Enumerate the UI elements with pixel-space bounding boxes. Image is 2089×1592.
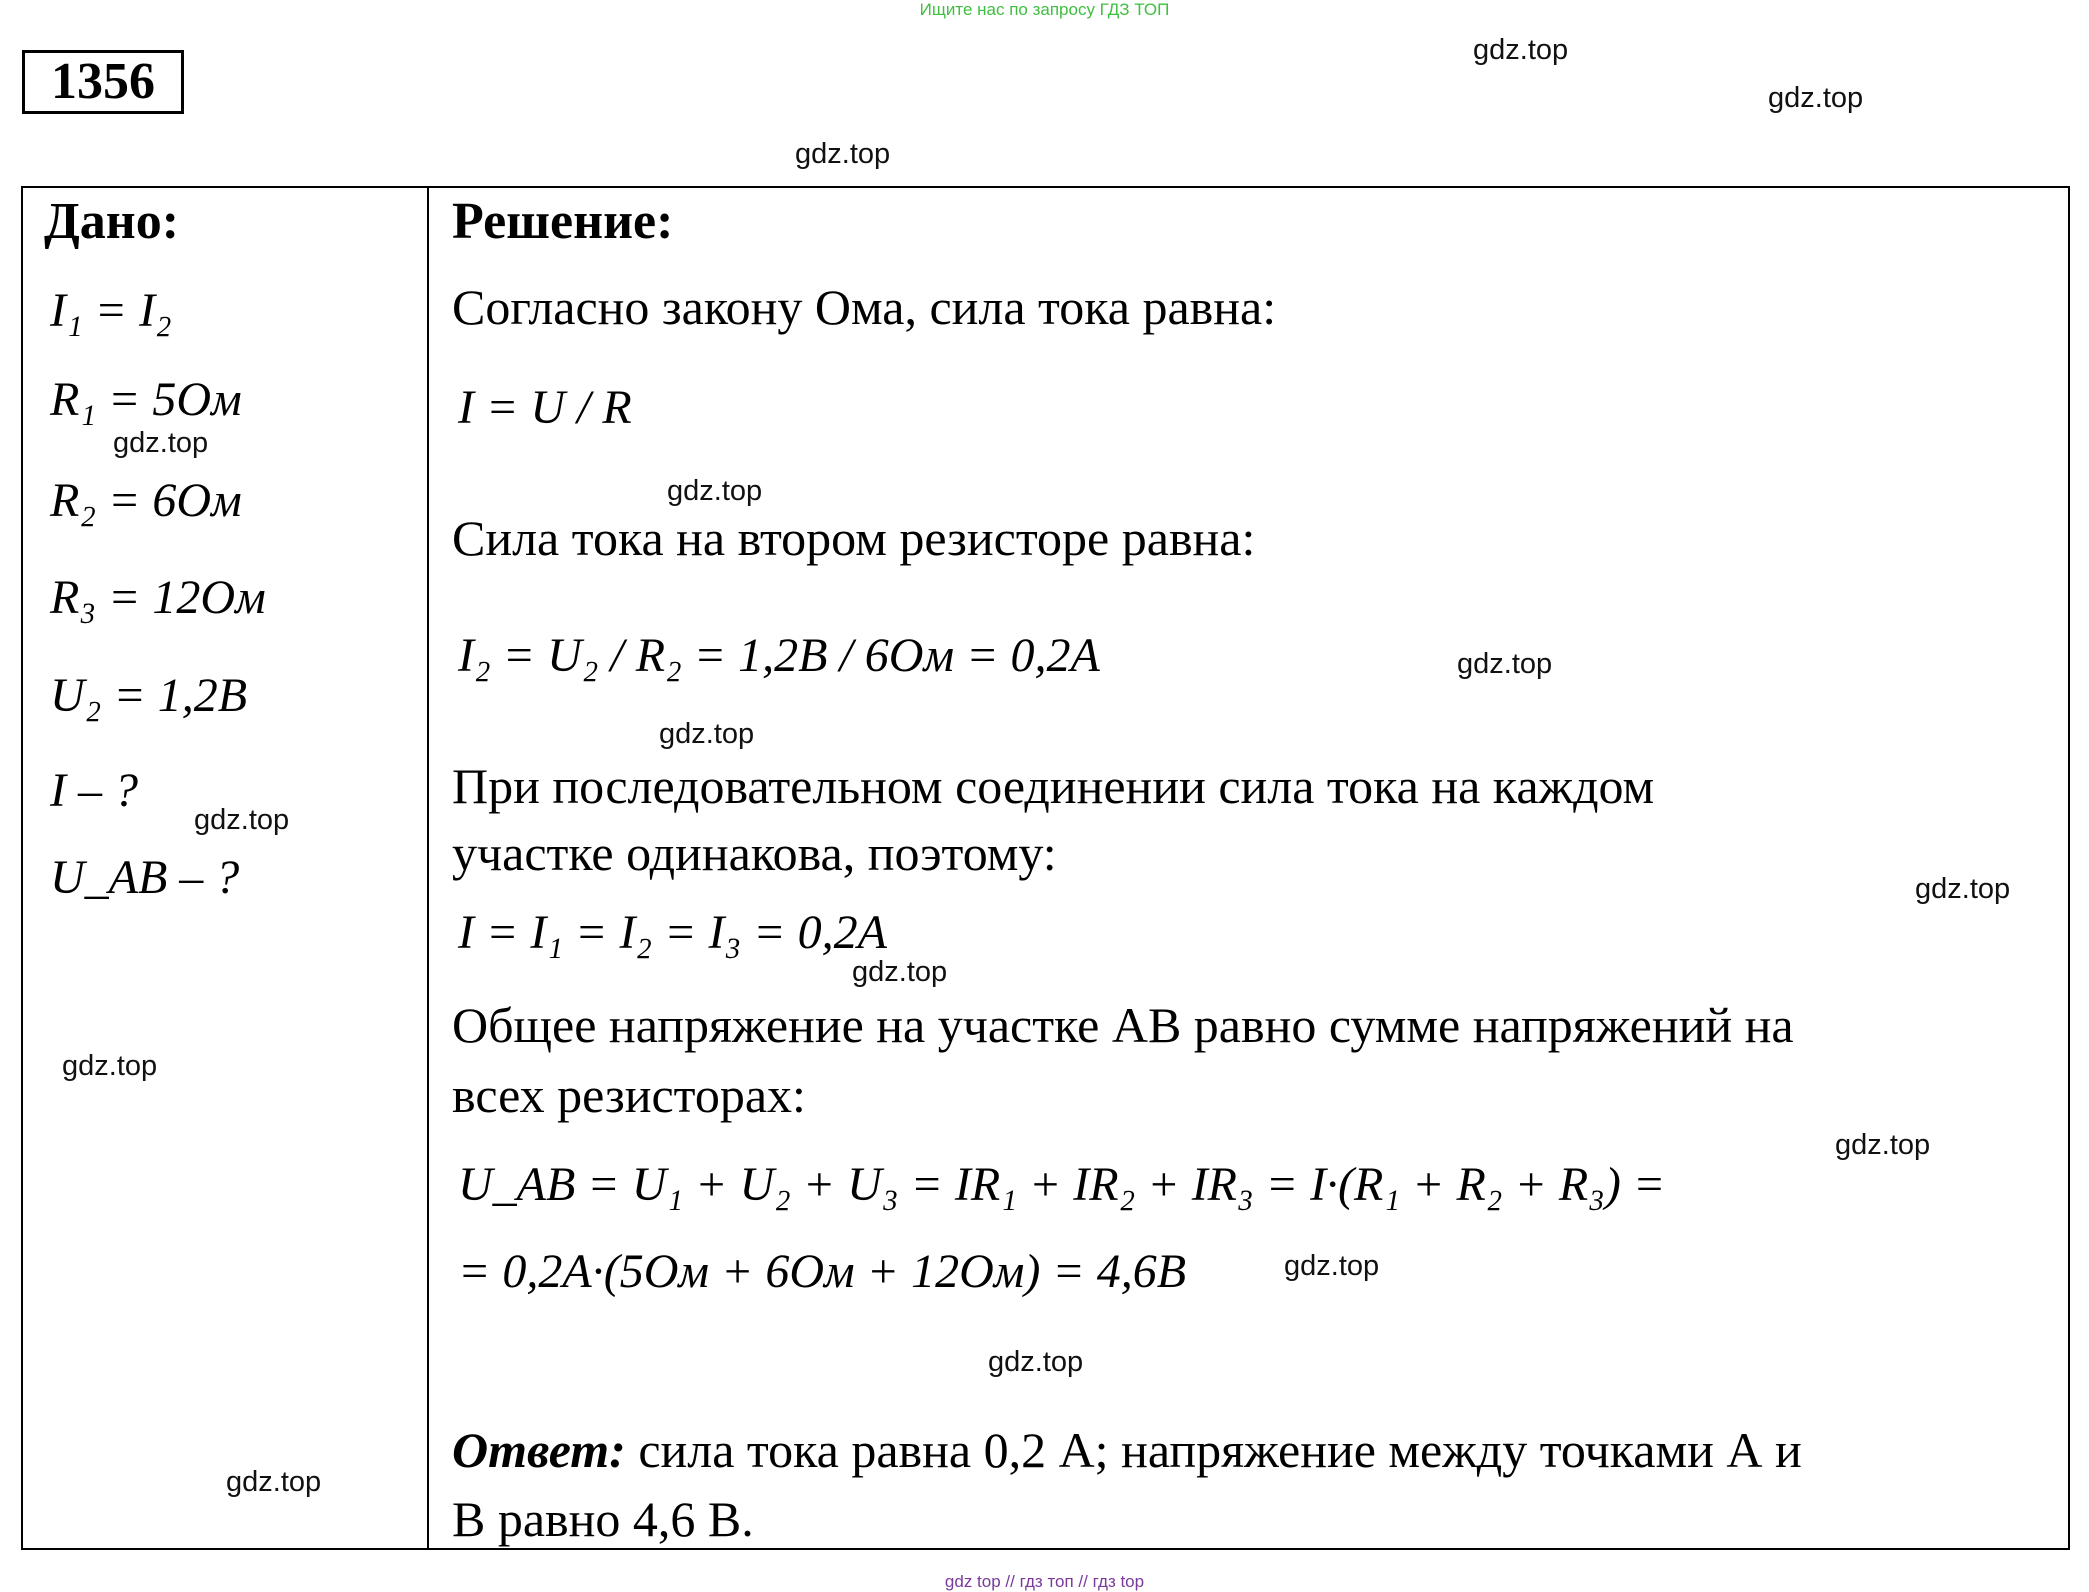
watermark-text: gdz.top (1284, 1250, 1380, 1282)
given-heading: Дано: (44, 193, 180, 250)
series-text-line1: При последовательном соединении сила тока на каждом (452, 758, 1655, 814)
watermark-text: gdz.top (659, 718, 755, 750)
answer-line2: В равно 4,6 В. (452, 1491, 754, 1547)
series-text-line2: участке одинакова, поэтому: (452, 825, 1057, 881)
watermark-text: gdz.top (1473, 34, 1569, 66)
find-voltage-ab: U_AB – ? (50, 851, 240, 904)
watermark-text: gdz.top (1915, 873, 2011, 905)
ohm-law-formula: I = U / R (458, 381, 632, 434)
watermark-text: gdz.top (1768, 82, 1864, 114)
watermark-text: gdz.top (795, 138, 891, 170)
total-voltage-text-line1: Общее напряжение на участке АВ равно сумме напряжений на (452, 997, 1794, 1053)
ohm-law-text: Согласно закону Ома, сила тока равна: (452, 279, 1277, 335)
given-current-equality: I₁ = I₂ (50, 284, 172, 337)
series-current-formula: I = I₁ = I₂ = I₃ = 0,2А (458, 906, 887, 959)
watermark-text: gdz.top (667, 475, 763, 507)
watermark-text: gdz.top (1457, 648, 1553, 680)
watermark-text: gdz.top (62, 1050, 158, 1082)
watermark-text: gdz.top (1835, 1129, 1931, 1161)
given-r1: R₁ = 5Ом (50, 373, 242, 426)
total-voltage-text-line2: всех резисторах: (452, 1067, 806, 1123)
answer-text: сила тока равна 0,2 А; напряжение между точками А и (625, 1422, 1802, 1478)
watermark-text: gdz.top (988, 1346, 1084, 1378)
top-banner: Ищите нас по запросу ГДЗ ТОП (919, 0, 1170, 19)
total-voltage-formula-line2: = 0,2А·(5Ом + 6Ом + 12Ом) = 4,6В (458, 1245, 1187, 1298)
watermark-text: gdz.top (226, 1466, 322, 1498)
total-voltage-formula-line1: U_AB = U₁ + U₂ + U₃ = IR₁ + IR₂ + IR₃ = I·(R₁ + R₂ + R₃) = (458, 1158, 1666, 1211)
watermark-text: gdz.top (194, 804, 290, 836)
column-divider (427, 186, 429, 1550)
given-r2: R₂ = 6Ом (50, 474, 242, 527)
footer-links: gdz top // гдз топ // гдз top (944, 1572, 1145, 1591)
find-current: I – ? (50, 764, 138, 817)
problem-number: 1356 (22, 50, 184, 114)
second-resistor-formula: I₂ = U₂ / R₂ = 1,2В / 6Ом = 0,2А (458, 629, 1100, 682)
solution-heading: Решение: (452, 193, 674, 250)
watermark-text: gdz.top (852, 956, 948, 988)
answer-label: Ответ: (452, 1422, 626, 1478)
watermark-text: gdz.top (113, 427, 209, 459)
given-u2: U₂ = 1,2В (50, 669, 248, 722)
answer-line1 (452, 1421, 1802, 1479)
given-r3: R₃ = 12Ом (50, 571, 266, 624)
second-resistor-text: Сила тока на втором резисторе равна: (452, 510, 1256, 566)
